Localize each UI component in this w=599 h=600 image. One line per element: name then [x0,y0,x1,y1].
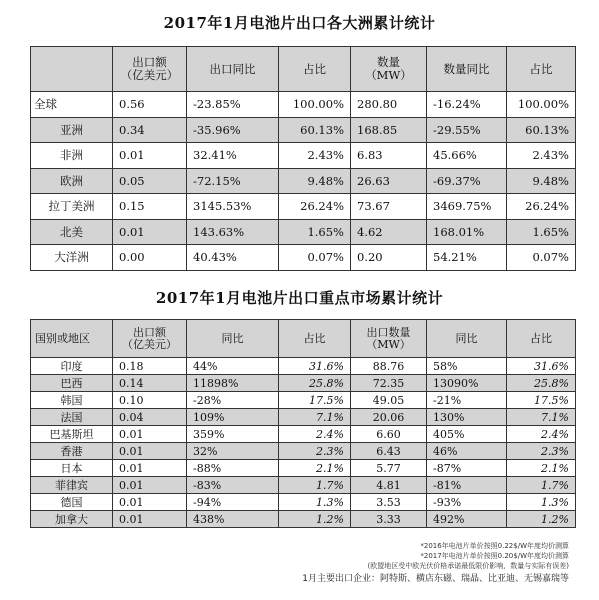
value-cell: 2.1% [279,460,351,477]
key-market-export-table [30,319,576,528]
region-cell: 日本 [31,460,113,477]
value-cell: 32% [187,443,279,460]
region-cell: 非洲 [31,143,113,169]
region-cell: 香港 [31,443,113,460]
value-cell: 100.00% [279,92,351,118]
price-note-2017: *2017年电池片单价按照0.20$/W年度均价测算 [420,552,569,560]
region-cell: 韩国 [31,392,113,409]
value-cell: 73.67 [351,194,427,220]
value-cell: 1.65% [507,219,576,245]
table-row [31,477,576,494]
value-cell: 0.34 [113,117,187,143]
table-row [31,409,576,426]
value-cell: -23.85% [187,92,279,118]
column-header: 出口额 （亿美元） [113,47,187,92]
value-cell: 0.01 [113,460,187,477]
value-cell: 1.65% [279,219,351,245]
region-cell: 印度 [31,358,113,375]
column-header: 占比 [507,47,576,92]
value-cell: 1.3% [507,494,576,511]
value-cell: 0.07% [507,245,576,271]
value-cell: 60.13% [507,117,576,143]
table-row [31,168,576,194]
column-header [31,47,113,92]
value-cell: 0.01 [113,219,187,245]
value-cell: 143.63% [187,219,279,245]
column-header: 占比 [507,320,576,358]
main-exporters-footer: 1月主要出口企业：阿特斯、横店东磁、瑞晶、比亚迪、无锡嘉瑞等 [302,574,569,584]
value-cell: -28% [187,392,279,409]
value-cell: 13090% [427,375,507,392]
table-row [31,392,576,409]
value-cell: 0.01 [113,494,187,511]
value-cell: 20.06 [351,409,427,426]
value-cell: 17.5% [279,392,351,409]
value-cell: 1.7% [279,477,351,494]
eu-note: (欧盟地区受中欧光伏价格承诺最低限价影响，数量与实际有误差) [367,562,569,570]
table-row [31,194,576,220]
value-cell: 438% [187,511,279,528]
region-cell: 大洋洲 [31,245,113,271]
region-cell: 德国 [31,494,113,511]
value-cell: 6.83 [351,143,427,169]
region-cell: 亚洲 [31,117,113,143]
value-cell: 2.43% [507,143,576,169]
value-cell: 1.7% [507,477,576,494]
column-header: 国别或地区 [31,320,113,358]
value-cell: 26.24% [279,194,351,220]
column-header: 同比 [187,320,279,358]
table-row [31,117,576,143]
value-cell: 3.53 [351,494,427,511]
value-cell: 31.6% [279,358,351,375]
value-cell: 0.18 [113,358,187,375]
value-cell: 11898% [187,375,279,392]
table-row [31,426,576,443]
value-cell: 1.2% [507,511,576,528]
value-cell: 0.10 [113,392,187,409]
value-cell: 54.21% [427,245,507,271]
column-header: 数量同比 [427,47,507,92]
value-cell: 280.80 [351,92,427,118]
value-cell: 26.24% [507,194,576,220]
value-cell: -69.37% [427,168,507,194]
value-cell: 25.8% [507,375,576,392]
value-cell: 49.05 [351,392,427,409]
region-cell: 菲律宾 [31,477,113,494]
value-cell: -87% [427,460,507,477]
region-cell: 拉丁美洲 [31,194,113,220]
value-cell: 44% [187,358,279,375]
value-cell: 2.3% [279,443,351,460]
column-header: 同比 [427,320,507,358]
value-cell: 0.01 [113,443,187,460]
region-cell: 巴西 [31,375,113,392]
region-cell: 全球 [31,92,113,118]
value-cell: 0.05 [113,168,187,194]
value-cell: 72.35 [351,375,427,392]
price-note-2016: *2016年电池片单价按照0.22$/W年度均价测算 [420,542,569,550]
value-cell: 9.48% [279,168,351,194]
value-cell: 0.15 [113,194,187,220]
value-cell: -81% [427,477,507,494]
region-cell: 加拿大 [31,511,113,528]
value-cell: -88% [187,460,279,477]
value-cell: 130% [427,409,507,426]
continent-export-table [30,46,576,271]
value-cell: 9.48% [507,168,576,194]
value-cell: 109% [187,409,279,426]
value-cell: 2.1% [507,460,576,477]
table-row [31,460,576,477]
value-cell: 6.60 [351,426,427,443]
value-cell: -93% [427,494,507,511]
value-cell: 492% [427,511,507,528]
value-cell: 0.01 [113,143,187,169]
value-cell: -21% [427,392,507,409]
value-cell: 32.41% [187,143,279,169]
column-header: 占比 [279,47,351,92]
value-cell: 7.1% [507,409,576,426]
value-cell: 0.01 [113,511,187,528]
value-cell: 88.76 [351,358,427,375]
value-cell: -72.15% [187,168,279,194]
column-header: 数量 （MW） [351,47,427,92]
value-cell: 1.3% [279,494,351,511]
value-cell: 46% [427,443,507,460]
value-cell: 0.07% [279,245,351,271]
value-cell: 2.4% [279,426,351,443]
table-row [31,245,576,271]
value-cell: 0.56 [113,92,187,118]
value-cell: 100.00% [507,92,576,118]
value-cell: 405% [427,426,507,443]
value-cell: -94% [187,494,279,511]
value-cell: 31.6% [507,358,576,375]
table-row [31,92,576,118]
value-cell: 2.43% [279,143,351,169]
table-row [31,494,576,511]
table1-title: 2017年1月电池片出口各大洲累计统计 [163,14,436,32]
value-cell: 4.62 [351,219,427,245]
value-cell: -83% [187,477,279,494]
value-cell: 0.14 [113,375,187,392]
value-cell: 6.43 [351,443,427,460]
value-cell: -29.55% [427,117,507,143]
value-cell: 17.5% [507,392,576,409]
value-cell: 2.3% [507,443,576,460]
value-cell: 25.8% [279,375,351,392]
column-header: 出口数量 （MW） [351,320,427,358]
value-cell: 168.01% [427,219,507,245]
table-row [31,375,576,392]
column-header: 出口同比 [187,47,279,92]
value-cell: 359% [187,426,279,443]
value-cell: 40.43% [187,245,279,271]
table-row [31,143,576,169]
value-cell: 26.63 [351,168,427,194]
value-cell: 1.2% [279,511,351,528]
value-cell: 7.1% [279,409,351,426]
value-cell: 0.04 [113,409,187,426]
value-cell: 3.33 [351,511,427,528]
value-cell: 4.81 [351,477,427,494]
value-cell: 2.4% [507,426,576,443]
value-cell: 45.66% [427,143,507,169]
value-cell: 5.77 [351,460,427,477]
value-cell: 0.01 [113,477,187,494]
value-cell: 0.01 [113,426,187,443]
value-cell: 168.85 [351,117,427,143]
region-cell: 巴基斯坦 [31,426,113,443]
table-row [31,511,576,528]
value-cell: -35.96% [187,117,279,143]
value-cell: 3145.53% [187,194,279,220]
value-cell: 60.13% [279,117,351,143]
value-cell: 58% [427,358,507,375]
table-row [31,358,576,375]
value-cell: 0.20 [351,245,427,271]
value-cell: 0.00 [113,245,187,271]
table2-title: 2017年1月电池片出口重点市场累计统计 [155,289,444,307]
column-header: 占比 [279,320,351,358]
table-row [31,443,576,460]
region-cell: 北美 [31,219,113,245]
region-cell: 法国 [31,409,113,426]
value-cell: 3469.75% [427,194,507,220]
table-row [31,219,576,245]
region-cell: 欧洲 [31,168,113,194]
column-header: 出口额 （亿美元） [113,320,187,358]
value-cell: -16.24% [427,92,507,118]
